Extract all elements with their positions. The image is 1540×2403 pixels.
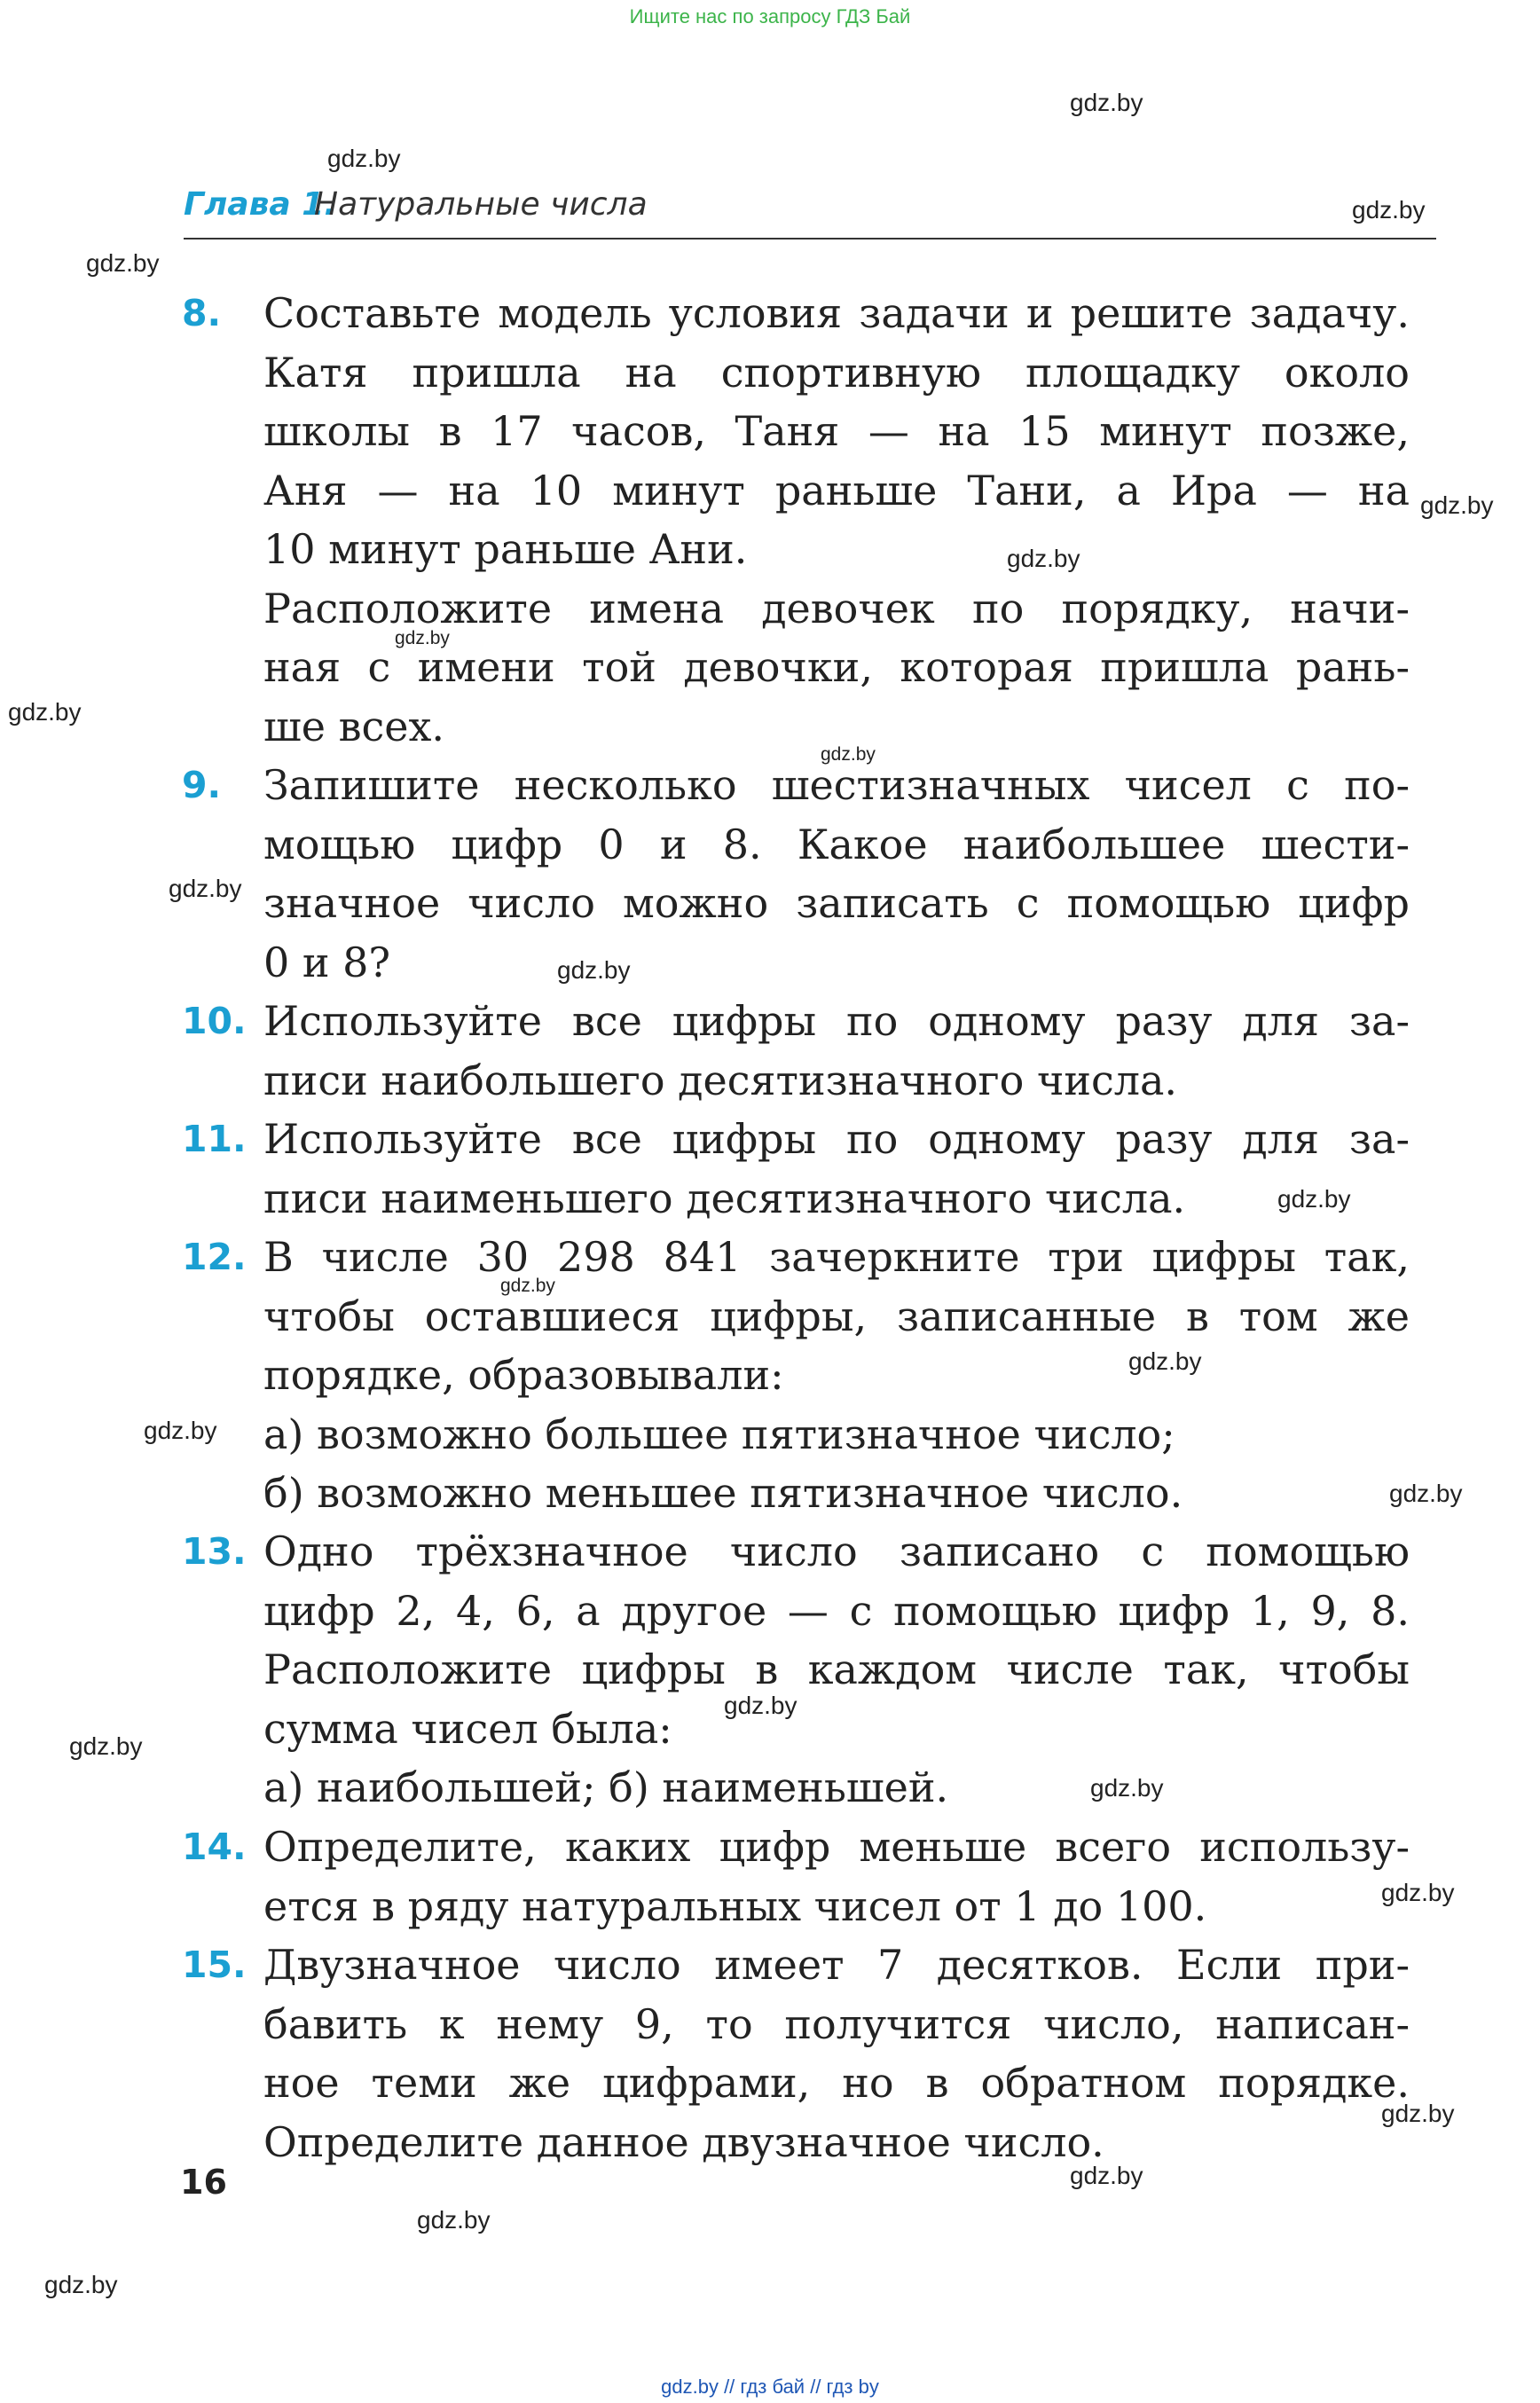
task-line: Определите данное двузначное число. bbox=[263, 2117, 1104, 2166]
task-line: Используйте все цифры по одному разу для за- bbox=[263, 997, 1410, 1045]
watermark: gdz.by bbox=[724, 1692, 798, 1719]
watermark: gdz.by bbox=[169, 875, 242, 902]
watermark: gdz.by bbox=[1128, 1347, 1202, 1375]
task-text bbox=[263, 992, 1410, 1110]
watermark: gdz.by bbox=[1277, 1185, 1351, 1213]
task-number: 14. bbox=[182, 1826, 247, 1868]
task-line: цифр 2, 4, 6, а другое — с помощью цифр 1, 9, 8. bbox=[263, 1586, 1410, 1635]
task-number: 9. bbox=[182, 764, 222, 806]
watermark: gdz.by bbox=[1352, 196, 1426, 224]
task-line: Одно трёхзначное число записано с помощью bbox=[263, 1527, 1410, 1575]
watermark: gdz.by bbox=[1389, 1480, 1463, 1507]
task-text bbox=[263, 1936, 1410, 2171]
chapter-title: Натуральные числа bbox=[314, 186, 648, 223]
watermark: gdz.by bbox=[1381, 2100, 1455, 2127]
task-line: чтобы оставшиеся цифры, записанные в том же bbox=[263, 1292, 1410, 1340]
task-line: Определите, каких цифр меньше всего использу- bbox=[263, 1823, 1410, 1871]
watermark: gdz.by bbox=[1007, 545, 1080, 572]
task-number: 13. bbox=[182, 1530, 247, 1573]
watermark: gdz.by bbox=[557, 956, 631, 984]
task-line: писи наибольшего десятизначного числа. bbox=[263, 1056, 1178, 1104]
task-text bbox=[263, 1228, 1410, 1523]
watermark: gdz.by bbox=[500, 1276, 555, 1296]
task-line: а) возможно большее пятизначное число; bbox=[263, 1410, 1175, 1458]
chapter-label: Глава 1. bbox=[184, 186, 336, 223]
task-text bbox=[263, 1522, 1410, 1818]
task-text bbox=[263, 1818, 1410, 1936]
task-text bbox=[263, 756, 1410, 992]
watermark: gdz.by bbox=[327, 145, 401, 172]
top-banner: Ищите нас по запросу ГДЗ Бай bbox=[629, 5, 911, 27]
task-line: ется в ряду натуральных чисел от 1 до 100. bbox=[263, 1881, 1207, 1930]
task-text bbox=[263, 1110, 1410, 1228]
watermark: gdz.by bbox=[1070, 2162, 1143, 2189]
task-number: 12. bbox=[182, 1236, 247, 1278]
task-line: 0 и 8? bbox=[263, 938, 391, 986]
watermark: gdz.by bbox=[1381, 1879, 1455, 1906]
task-line: школы в 17 часов, Таня — на 15 минут позже, bbox=[263, 407, 1410, 455]
task-line: ная с имени той девочки, которая пришла рань- bbox=[263, 643, 1410, 691]
task-number: 15. bbox=[182, 1944, 247, 1986]
task-line: В числе 30 298 841 зачеркните три цифры так, bbox=[263, 1233, 1410, 1281]
watermark: gdz.by bbox=[1420, 491, 1494, 519]
watermark: gdz.by bbox=[395, 628, 450, 648]
task-line: ше всех. bbox=[263, 702, 445, 750]
task-line: Используйте все цифры по одному разу для за- bbox=[263, 1115, 1410, 1163]
task-number: 10. bbox=[182, 1000, 247, 1042]
watermark: gdz.by bbox=[86, 249, 160, 277]
task-line: писи наименьшего десятизначного числа. bbox=[263, 1174, 1186, 1222]
task-line: Запишите несколько шестизначных чисел с по- bbox=[263, 761, 1410, 809]
task-line: порядке, образовывали: bbox=[263, 1351, 784, 1399]
task-text bbox=[263, 284, 1410, 756]
task-line: б) возможно меньшее пятизначное число. bbox=[263, 1469, 1183, 1517]
watermark: gdz.by bbox=[1090, 1774, 1164, 1802]
watermark: gdz.by bbox=[144, 1417, 217, 1444]
page-number: 16 bbox=[180, 2163, 227, 2202]
chapter-header bbox=[184, 186, 1436, 240]
task-line: мощью цифр 0 и 8. Какое наибольшее шести- bbox=[263, 820, 1410, 868]
task-line: значное число можно записать с помощью цифр bbox=[263, 879, 1410, 927]
watermark: gdz.by bbox=[8, 698, 82, 726]
watermark: gdz.by bbox=[69, 1732, 143, 1760]
task-line: Расположите имена девочек по порядку, начи- bbox=[263, 584, 1410, 632]
task-number: 8. bbox=[182, 292, 222, 334]
task-line: 10 минут раньше Ани. bbox=[263, 525, 748, 573]
task-line: Катя пришла на спортивную площадку около bbox=[263, 348, 1410, 397]
task-line: сумма чисел была: bbox=[263, 1704, 672, 1753]
task-line: ное теми же цифрами, но в обратном порядке. bbox=[263, 2059, 1410, 2107]
bottom-banner: gdz.by // гдз бай // гдз by bbox=[661, 2376, 879, 2398]
task-line: Аня — на 10 минут раньше Тани, а Ира — на bbox=[263, 466, 1410, 514]
task-line: а) наибольшей; б) наименьшей. bbox=[263, 1763, 949, 1811]
task-line: бавить к нему 9, то получится число, написан- bbox=[263, 1999, 1410, 2048]
watermark: gdz.by bbox=[821, 744, 876, 765]
watermark: gdz.by bbox=[44, 2271, 118, 2298]
task-line: Расположите цифры в каждом числе так, чтобы bbox=[263, 1645, 1410, 1693]
watermark: gdz.by bbox=[417, 2206, 491, 2234]
task-line: Двузначное число имеет 7 десятков. Если при- bbox=[263, 1941, 1410, 1989]
watermark: gdz.by bbox=[1070, 89, 1143, 116]
task-number: 11. bbox=[182, 1118, 247, 1160]
task-line: Составьте модель условия задачи и решите задачу. bbox=[263, 289, 1410, 337]
